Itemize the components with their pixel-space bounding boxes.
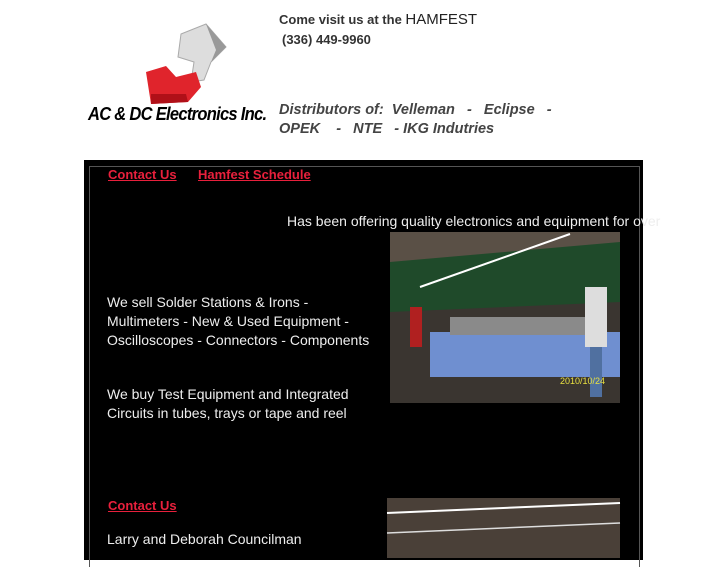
nav-contact-us-link[interactable]: Contact Us: [108, 167, 177, 182]
contact-us-link[interactable]: Contact Us: [108, 498, 177, 513]
hamfest-photo: [390, 232, 620, 403]
buy-text: We buy Test Equipment and Integrated Circuits in tubes, trays or tape and reel: [107, 386, 349, 421]
sell-text: We sell Solder Stations & Irons - Multimeters - New & Used Equipment - Oscilloscopes - Connectors - Components: [107, 294, 370, 348]
logo-text: AC & DC Electronics Inc.: [88, 104, 267, 124]
owner-names: Larry and Deborah Councilman: [107, 531, 302, 547]
phone-number: (336) 449-9960: [282, 32, 371, 47]
distributors-text: Distributors of: Velleman - Eclipse - OPEK - NTE - IKG Indutries: [279, 102, 552, 137]
hamfest-emph: HAMFEST: [405, 11, 478, 28]
visit-text: Come visit us at the: [279, 12, 406, 27]
second-photo: [387, 498, 620, 558]
nav-hamfest-schedule-link[interactable]: Hamfest Schedule: [198, 167, 311, 182]
photo-date: 2010/10/24: [560, 376, 606, 386]
hamfest-notice: [279, 11, 477, 28]
offering-text: Has been offering quality electronics and equipment for over: [287, 213, 661, 229]
